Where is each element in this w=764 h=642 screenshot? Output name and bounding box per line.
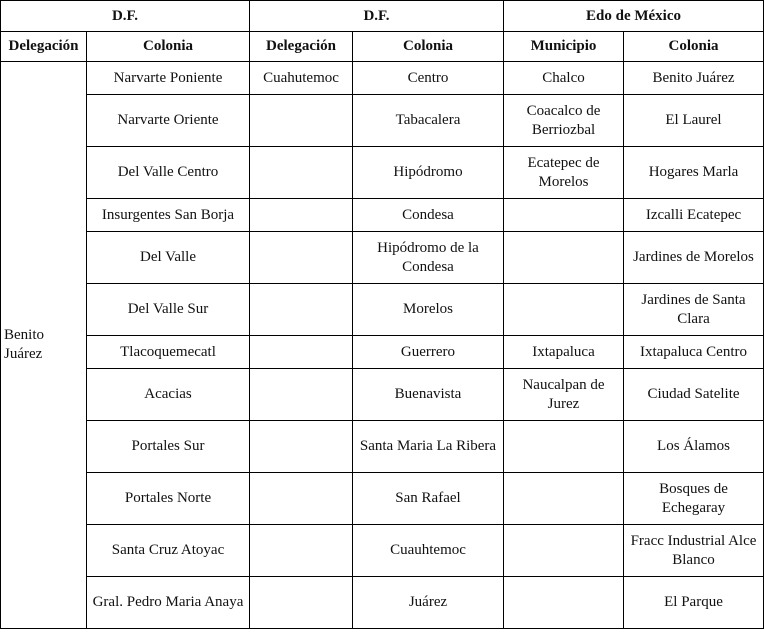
empty-cell [250,473,353,525]
municipio-cell [504,473,624,525]
table-row [1,199,764,232]
table-row [1,95,764,147]
group-header-df-2: D.F. [250,1,504,32]
empty-cell [250,232,353,284]
table-row [1,336,764,369]
colonia-cell: Los Álamos [624,421,764,473]
colonia-cell: Izcalli Ecatepec [624,199,764,232]
municipio-cell [504,232,624,284]
colonia-cell: San Rafael [353,473,504,525]
empty-cell [250,369,353,421]
table-row [1,62,764,95]
column-header-colonia: Colonia [87,32,250,62]
colonia-cell: Gral. Pedro Maria Anaya [87,577,250,629]
table-row [1,284,764,336]
colonia-cell: Portales Norte [87,473,250,525]
colonia-cell: Del Valle Sur [87,284,250,336]
colonia-cell: Jardines de Morelos [624,232,764,284]
colonia-cell: Fracc Industrial Alce Blanco [624,525,764,577]
empty-cell [250,421,353,473]
colonia-cell: Benito Juárez [624,62,764,95]
delegacion-cell: Benito Juárez [1,62,87,629]
municipio-cell [504,199,624,232]
table-row [1,232,764,284]
table-row [1,369,764,421]
colonia-cell: Hipódromo de la Condesa [353,232,504,284]
table-row [1,147,764,199]
colonia-cell: Portales Sur [87,421,250,473]
colonia-cell: Narvarte Poniente [87,62,250,95]
column-header-delegacion: Delegación [1,32,87,62]
empty-cell [250,525,353,577]
colonia-cell: Insurgentes San Borja [87,199,250,232]
colonia-cell: Centro [353,62,504,95]
municipio-cell: Coacalco de Berriozbal [504,95,624,147]
empty-cell [250,284,353,336]
colonia-cell: Santa Cruz Atoyac [87,525,250,577]
colonia-cell: Bosques de Echegaray [624,473,764,525]
municipio-cell: Chalco [504,62,624,95]
colonia-cell: Del Valle Centro [87,147,250,199]
colonia-cell: Morelos [353,284,504,336]
municipio-cell [504,421,624,473]
colonia-cell: El Laurel [624,95,764,147]
column-header-colonia: Colonia [624,32,764,62]
colonia-cell: Santa Maria La Ribera [353,421,504,473]
empty-cell [250,336,353,369]
group-header-df-1: D.F. [1,1,250,32]
column-header-municipio: Municipio [504,32,624,62]
colonia-cell: Cuauhtemoc [353,525,504,577]
municipio-cell [504,525,624,577]
table-row [1,473,764,525]
table-row [1,525,764,577]
colonia-cell: Narvarte Oriente [87,95,250,147]
colonia-cell: Condesa [353,199,504,232]
municipio-cell [504,284,624,336]
colonia-cell: Tlacoquemecatl [87,336,250,369]
colonia-cell: Hogares Marla [624,147,764,199]
municipio-cell [504,577,624,629]
group-header-edomex: Edo de México [504,1,764,32]
group-header-row [1,1,764,32]
empty-cell [250,577,353,629]
colonia-cell: El Parque [624,577,764,629]
empty-cell [250,95,353,147]
colonia-cell: Ixtapaluca Centro [624,336,764,369]
colonia-cell: Tabacalera [353,95,504,147]
table-row [1,421,764,473]
column-header-row [1,32,764,62]
table-row [1,577,764,629]
colonia-cell: Ciudad Satelite [624,369,764,421]
colonia-cell: Jardines de Santa Clara [624,284,764,336]
colonia-cell: Buenavista [353,369,504,421]
municipio-cell: Naucalpan de Jurez [504,369,624,421]
colonia-cell: Juárez [353,577,504,629]
column-header-colonia: Colonia [353,32,504,62]
column-header-delegacion: Delegación [250,32,353,62]
municipio-cell: Ecatepec de Morelos [504,147,624,199]
colonia-cell: Hipódromo [353,147,504,199]
colonia-cell: Guerrero [353,336,504,369]
empty-cell [250,199,353,232]
municipio-cell: Ixtapaluca [504,336,624,369]
colonia-cell: Del Valle [87,232,250,284]
colonia-cell: Acacias [87,369,250,421]
empty-cell [250,147,353,199]
delegacion-cell: Cuahutemoc [250,62,353,95]
